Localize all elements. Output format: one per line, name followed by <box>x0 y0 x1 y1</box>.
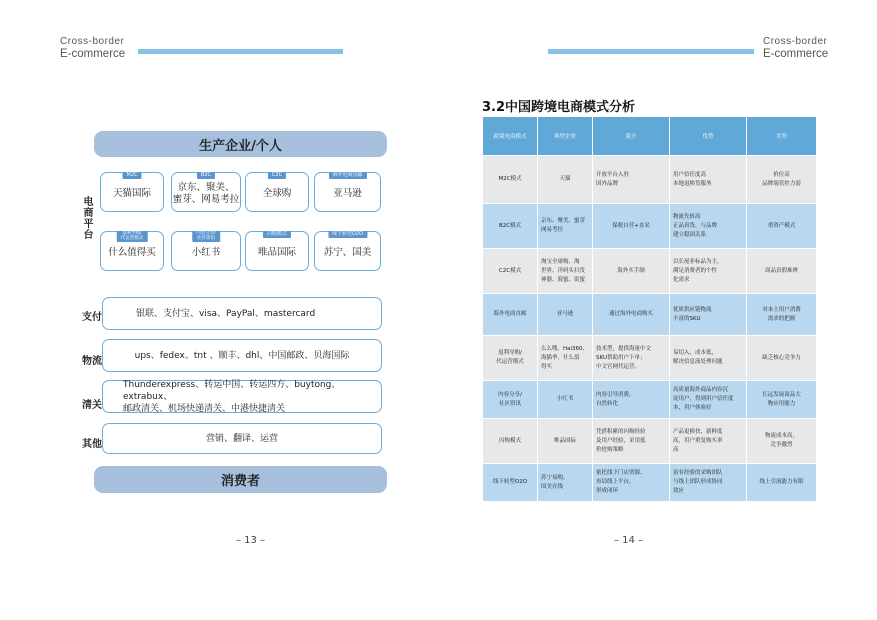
platform-box <box>314 172 381 212</box>
platform-side-label: 电商平台 <box>81 196 92 240</box>
table-cell: 海外买手制 <box>593 249 670 294</box>
row-text-other: 营销、翻译、运营 <box>205 433 278 444</box>
table-cell: M2C模式 <box>483 156 538 204</box>
table-cell: 易切入，成本低， 解决信息流处理问题 <box>670 336 747 381</box>
table-cell: 内容分享/ 社区资讯 <box>483 381 538 419</box>
table-cell: 海外电商直邮 <box>483 294 538 336</box>
row-text-payment: 银联、支付宝、visa、PayPal、mastercard <box>136 308 316 319</box>
platform-box <box>100 231 164 271</box>
brand-right <box>763 37 828 61</box>
platform-tag: 线下转型O2O <box>328 231 367 238</box>
table-cell: B2C模式 <box>483 204 538 249</box>
table-row <box>483 249 817 294</box>
row-label-logistics: 物流 <box>82 356 102 367</box>
table-cell: 长远发展商品大 物应用能力 <box>747 381 817 419</box>
table-cell: 对本土用户消费 需求的把握 <box>747 294 817 336</box>
platform-tag: 内容分享/ 社区资讯 <box>192 231 220 242</box>
platform-tag: M2C <box>123 172 142 179</box>
table-cell: 淘宝全球购、淘 世界、洋码头扫货 神器、海蜜、街蜜 <box>538 249 593 294</box>
platform-tag: B2C <box>197 172 215 179</box>
brand-line1: Cross-border <box>60 36 125 47</box>
table-header-row <box>483 117 817 156</box>
platform-box <box>100 172 164 212</box>
section-title: 3.2中国跨境电商模式分析 <box>482 100 636 115</box>
table-cell: 技术型，提供海量中文 SKU帮助用户下单； 中文官网代运营。 <box>593 336 670 381</box>
platform-box <box>171 231 241 271</box>
table-cell: 以长尾非标品为主， 满足消费者的个性 化需求 <box>670 249 747 294</box>
table-cell: 内容引导消费， 自然转化 <box>593 381 670 419</box>
table-cell: 优质供应链物流 丰富的SKU <box>670 294 747 336</box>
table-cell: 唯品国际 <box>538 419 593 464</box>
table-cell: 线上引流能力有限 <box>747 464 817 502</box>
table-row <box>483 156 817 204</box>
platform-name: 天猫国际 <box>112 188 151 199</box>
row-box-logistics <box>102 339 382 372</box>
table-header: 简介 <box>593 117 670 156</box>
table-cell: 返利导购/ 代运营模式 <box>483 336 538 381</box>
table-cell: 富有经验的采购团队 与线上团队形成协同 效应 <box>670 464 747 502</box>
table-cell: 用户信任度高 本地退换货服务 <box>670 156 747 204</box>
platform-tag: C2C <box>268 172 286 179</box>
page-number-left: – 13 – <box>236 535 266 546</box>
row-label-customs: 清关 <box>82 400 102 411</box>
platform-name: 亚马逊 <box>333 188 362 199</box>
producer-pill: 生产企业/个人 <box>94 131 387 157</box>
platform-name: 苏宁、国美 <box>323 247 372 258</box>
table-cell: 闪购模式 <box>483 419 538 464</box>
table-cell: 通过海外电商购买 <box>593 294 670 336</box>
platform-box <box>245 172 309 212</box>
table-cell: 缺乏核心竞争力 <box>747 336 817 381</box>
platform-tag: 返利导购/ 代运营模式 <box>117 231 148 242</box>
row-text-customs: Thunderexpress、转运中国、转运四方、buytong、extrabux、 邮政清关、机场快递清关、中港快捷清关 <box>123 379 341 414</box>
table-cell: C2C模式 <box>483 249 538 294</box>
brand-line2: E-commerce <box>60 48 126 60</box>
platform-name: 全球购 <box>262 188 292 199</box>
table-row <box>483 336 817 381</box>
table-cell: 价位高 品牌端管控力弱 <box>747 156 817 204</box>
table-row <box>483 381 817 419</box>
table-cell: 线下转型O2O <box>483 464 538 502</box>
table-header: 劣势 <box>747 117 817 156</box>
table-row <box>483 204 817 249</box>
table-header: 跨境电商模式 <box>483 117 538 156</box>
page-number-right: – 14 – <box>614 535 644 546</box>
table-cell: 依托线下门店资源、 布局线上平台， 形成闭环 <box>593 464 670 502</box>
platform-name: 小红书 <box>191 247 221 258</box>
row-box-customs <box>102 380 382 413</box>
platform-box <box>171 172 241 212</box>
row-label-other: 其他 <box>82 439 102 450</box>
table-cell: 开放平台入驻 国外品牌 <box>593 156 670 204</box>
consumer-pill: 消费者 <box>94 466 387 493</box>
row-box-other <box>102 423 382 454</box>
platform-tag: 海外电商直邮 <box>328 172 366 179</box>
platform-name: 唯品国际 <box>257 247 296 258</box>
table-row <box>483 464 817 502</box>
table-header: 优势 <box>670 117 747 156</box>
brand-line2-right: E-commerce <box>763 48 829 60</box>
row-text-logistics: ups、fedex、tnt 、顺丰、dhl、中国邮政、贝海国际 <box>134 350 350 361</box>
platform-tag: 闪购模式 <box>263 231 291 238</box>
table-cell: 天猫 <box>538 156 593 204</box>
table-cell: 京东、聚美、蜜芽 网易考拉 <box>538 204 593 249</box>
table-row <box>483 294 817 336</box>
header-bar-right <box>548 49 754 54</box>
table-cell: 物流先转高 正品真货，与品牌 建立稳固关系 <box>670 204 747 249</box>
row-box-payment <box>102 297 382 330</box>
row-label-payment: 支付 <box>82 312 102 323</box>
table-cell: 亚马逊 <box>538 294 593 336</box>
table-cell: 凭借积累的闪购经验 及用户经验，采用低 价抢购策略 <box>593 419 670 464</box>
table-cell: 商品真假难辨 <box>747 249 817 294</box>
table-row <box>483 419 817 464</box>
platform-box <box>245 231 309 271</box>
brand-left <box>60 37 125 61</box>
table-cell: 高质量海外商品内容沉 淀用户，得到用户信任度 本、用户体验好 <box>670 381 747 419</box>
table-cell: 产品更换快、新鲜度 高，用户重复购买率 高 <box>670 419 747 464</box>
table-cell: 小红书 <box>538 381 593 419</box>
table-cell: 么么嗖、Hai360、 海猫季、什么值 得买 <box>538 336 593 381</box>
table-cell: 苏宁易购、 国美在线 <box>538 464 593 502</box>
platform-box <box>314 231 381 271</box>
header-bar-left <box>138 49 343 54</box>
platform-name: 什么值得买 <box>108 247 156 258</box>
table-cell: 保税自营+直采 <box>593 204 670 249</box>
platform-name: 京东、聚美、 蜜芽、网易考拉 <box>172 182 240 205</box>
brand-line1-right: Cross-border <box>763 36 828 47</box>
table-cell: 重资产模式 <box>747 204 817 249</box>
table-header: 典型企业 <box>538 117 593 156</box>
table-cell: 物流成本高， 竞争激烈 <box>747 419 817 464</box>
models-table <box>482 116 817 502</box>
